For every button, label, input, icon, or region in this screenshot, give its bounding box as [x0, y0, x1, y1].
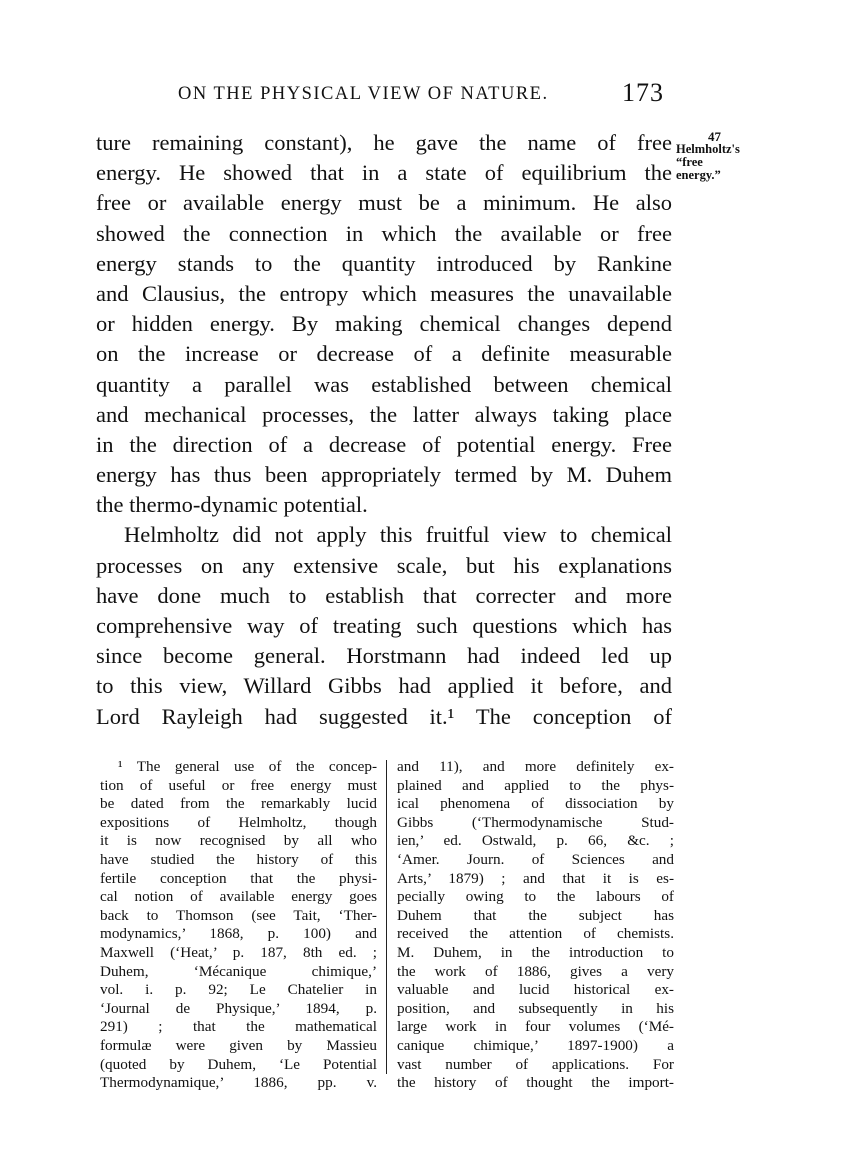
footnote-line: position, and subsequently in his [397, 999, 674, 1017]
margin-note-number: 47 [708, 129, 721, 144]
footnotes [100, 758, 676, 1092]
footnote-line: vast number of applications. For [397, 1055, 674, 1073]
footnote-line: received the attention of chemists. [397, 925, 674, 943]
text-line: energy has thus been appropriately termed by M. Duhem [96, 462, 672, 488]
text-line: to this view, Willard Gibbs had applied it before, and [96, 673, 672, 699]
text-line: energy stands to the quantity introduced by Rankine [96, 250, 672, 276]
footnote-column-right [397, 758, 674, 1093]
footnote-line: Arts,’ 1879) ; and that it is es- [397, 869, 674, 887]
paragraph [96, 520, 672, 731]
footnote-line: be dated from the remarkably lucid [100, 795, 377, 813]
footnote-line: Gibbs (‘Thermodynamische Stud- [397, 813, 674, 831]
text-line: or hidden energy. By making chemical changes depend [96, 311, 672, 337]
footnote-line: valuable and lucid historical ex- [397, 981, 674, 999]
footnote-line: have studied the history of this [100, 850, 377, 868]
footnote-line: (quoted by Duhem, ‘Le Potential [100, 1055, 377, 1073]
text-line: on the increase or decrease of a definite measurable [96, 341, 672, 367]
footnote-line: Duhem that the subject has [397, 906, 674, 924]
footnote-line: expositions of Helmholtz, though [100, 813, 377, 831]
footnote-line: modynamics,’ 1868, p. 100) and [100, 925, 377, 943]
text-line: in the direction of a decrease of potential energy. Free [96, 431, 672, 457]
footnote-line: Thermodynamique,’ 1886, pp. v. [100, 1074, 377, 1092]
text-line: free or available energy must be a minimum. He also [96, 190, 672, 216]
paragraph [96, 128, 672, 520]
footnote-line: ien,’ ed. Ostwald, p. 66, &c. ; [397, 832, 674, 850]
text-line: comprehensive way of treating such questions which has [96, 613, 672, 638]
footnote-line: large work in four volumes (‘Mé- [397, 1018, 674, 1036]
margin-note-line: Helmholtz's [676, 142, 740, 156]
text-line: energy. He showed that in a state of equilibrium the [96, 160, 672, 186]
footnote-line: the history of thought the import- [397, 1074, 674, 1092]
footnote-line: back to Thomson (see Tait, ‘Ther- [100, 906, 377, 924]
text-line: Lord Rayleigh had suggested it.¹ The conception of [96, 703, 672, 729]
text-line: since become general. Horstmann had indeed led up [96, 643, 672, 669]
footnote-line: 291) ; that the mathematical [100, 1018, 377, 1036]
text-line: ture remaining constant), he gave the name of free [96, 130, 672, 155]
margin-note [676, 130, 776, 182]
running-head [0, 78, 850, 112]
footnote-line: cal notion of available energy goes [100, 888, 377, 906]
footnote-line: pecially owing to the labours of [397, 888, 674, 906]
footnote-line: ical phenomena of dissociation by [397, 795, 674, 813]
body-text [96, 128, 672, 732]
footnote-line: fertile conception that the physi- [100, 869, 377, 887]
text-line: showed the connection in which the available or free [96, 220, 672, 246]
footnote-line: Maxwell (‘Heat,’ p. 187, 8th ed. ; [100, 943, 377, 961]
footnote-line: ¹ The general use of the concep- [118, 758, 377, 775]
text-line: processes on any extensive scale, but his explanations [96, 552, 672, 578]
footnote-column-left [100, 758, 377, 1093]
text-line: and mechanical processes, the latter always taking place [96, 401, 672, 427]
page-number: 173 [622, 78, 664, 107]
footnote-line: M. Duhem, in the introduction to [397, 943, 674, 961]
footnote-line: ‘Journal de Physique,’ 1894, p. [100, 999, 377, 1017]
footnote-line: ‘Amer. Journ. of Sciences and [397, 850, 674, 868]
footnote-line: Duhem, ‘Mécanique chimique,’ [100, 962, 377, 980]
text-line: and Clausius, the entropy which measures the unavailable [96, 280, 672, 306]
footnote-line: tion of useful or free energy must [100, 776, 377, 794]
footnote-line: and 11), and more definitely ex- [397, 758, 674, 775]
running-title: ON THE PHYSICAL VIEW OF NATURE. [178, 84, 549, 104]
footnote-line: it is now recognised by all who [100, 832, 377, 850]
text-line: have done much to establish that correcter and more [96, 582, 672, 608]
footnote-line: canique chimique,’ 1897-1900) a [397, 1036, 674, 1054]
footnote-column-divider [386, 760, 387, 1074]
footnote-line: plained and applied to the phys- [397, 776, 674, 794]
text-line: quantity a parallel was established between chemical [96, 371, 672, 397]
footnote-line: the work of 1886, gives a very [397, 962, 674, 980]
text-line: the thermo-dynamic potential. [96, 492, 368, 518]
margin-note-line: “free [676, 155, 703, 169]
text-line: Helmholtz did not apply this fruitful view to chemical [124, 522, 672, 548]
margin-note-line: energy.” [676, 168, 721, 182]
footnote-line: formulæ were given by Massieu [100, 1036, 377, 1054]
footnote-line: vol. i. p. 92; Le Chatelier in [100, 981, 377, 999]
